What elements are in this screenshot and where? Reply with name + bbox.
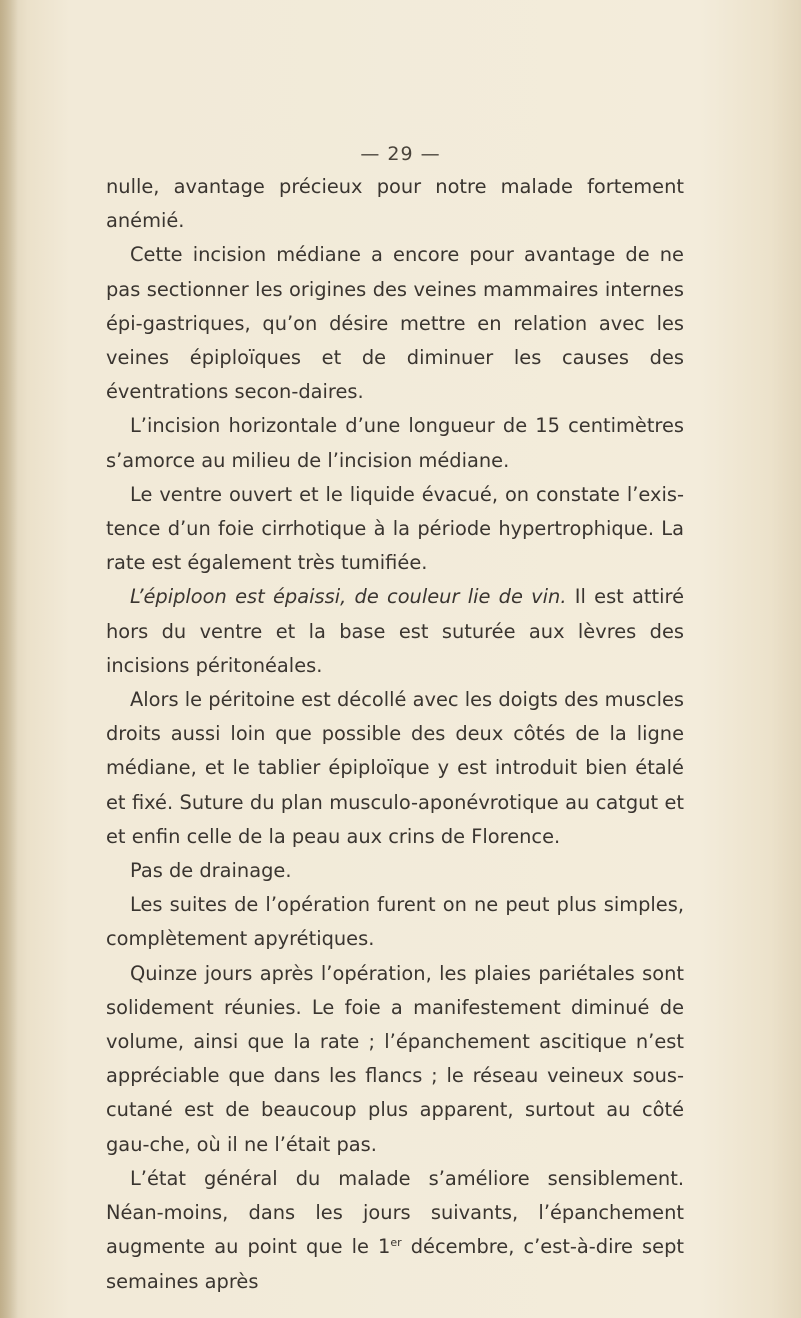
page-number: — 29 — — [360, 143, 441, 165]
superscript: er — [390, 1236, 402, 1250]
paragraph: Le ventre ouvert et le liquide évacué, on constate l’exis-tence d’un foie cirrhotique à la période hypertrophique. La rate est également très tumifiée. — [106, 482, 684, 575]
paragraph-text-tail: décembre, c’est-à-dire sept semaines après — [106, 1235, 685, 1293]
body-text — [106, 170, 684, 1299]
paragraph-text: L’état général du malade s’améliore sensiblement. Néan-moins, dans les jours suivants, l’épanchement augmente au point que le 1 — [106, 1166, 684, 1259]
paragraph-text: Il est attiré hors du ventre et la base est suturée aux lèvres des incisions péritonéales. — [106, 585, 684, 677]
paragraph: Pas de drainage. — [130, 859, 292, 883]
paragraph: Cette incision médiane a encore pour avantage de ne pas sectionner les origines des veines mammaires internes épi-gastriques, qu’on désire mettre en relation avec les veines épiploïques et de diminuer les causes des éventrations secon-daires. — [106, 243, 684, 404]
page-shadow-edge — [0, 0, 18, 1318]
paragraph: Alors le péritoine est décollé avec les doigts des muscles droits aussi loin que possible des deux côtés de la ligne médiane, et le tablier épiploïque y est introduit bien étalé et fixé. Suture du plan musculo-aponévrotique au catgut et et enfin celle de la peau aux crins de Florence. — [106, 688, 684, 848]
paragraph: Quinze jours après l’opération, les plaies pariétales sont solidement réunies. Le foie a manifestement diminué de volume, ainsi que la rate ; l’épanchement ascitique n’est appréciable que dans les flancs ; le réseau veineux sous-cutané est de beaucoup plus apparent, surtout au côté gau-che, où il ne l’était pas. — [106, 961, 684, 1156]
paragraph — [106, 580, 684, 683]
paragraph: L’incision horizontale d’une longueur de 15 centimètres s’amorce au milieu de l’incision médiane. — [106, 414, 684, 472]
paragraph: Les suites de l’opération furent on ne peut plus simples, complètement apyrétiques. — [106, 893, 684, 951]
paragraph: nulle, avantage précieux pour notre malade fortement anémié. — [106, 175, 684, 233]
paragraph — [106, 1162, 684, 1299]
italic-phrase: L’épiploon est épaissi, de couleur lie de vin. — [130, 585, 567, 609]
